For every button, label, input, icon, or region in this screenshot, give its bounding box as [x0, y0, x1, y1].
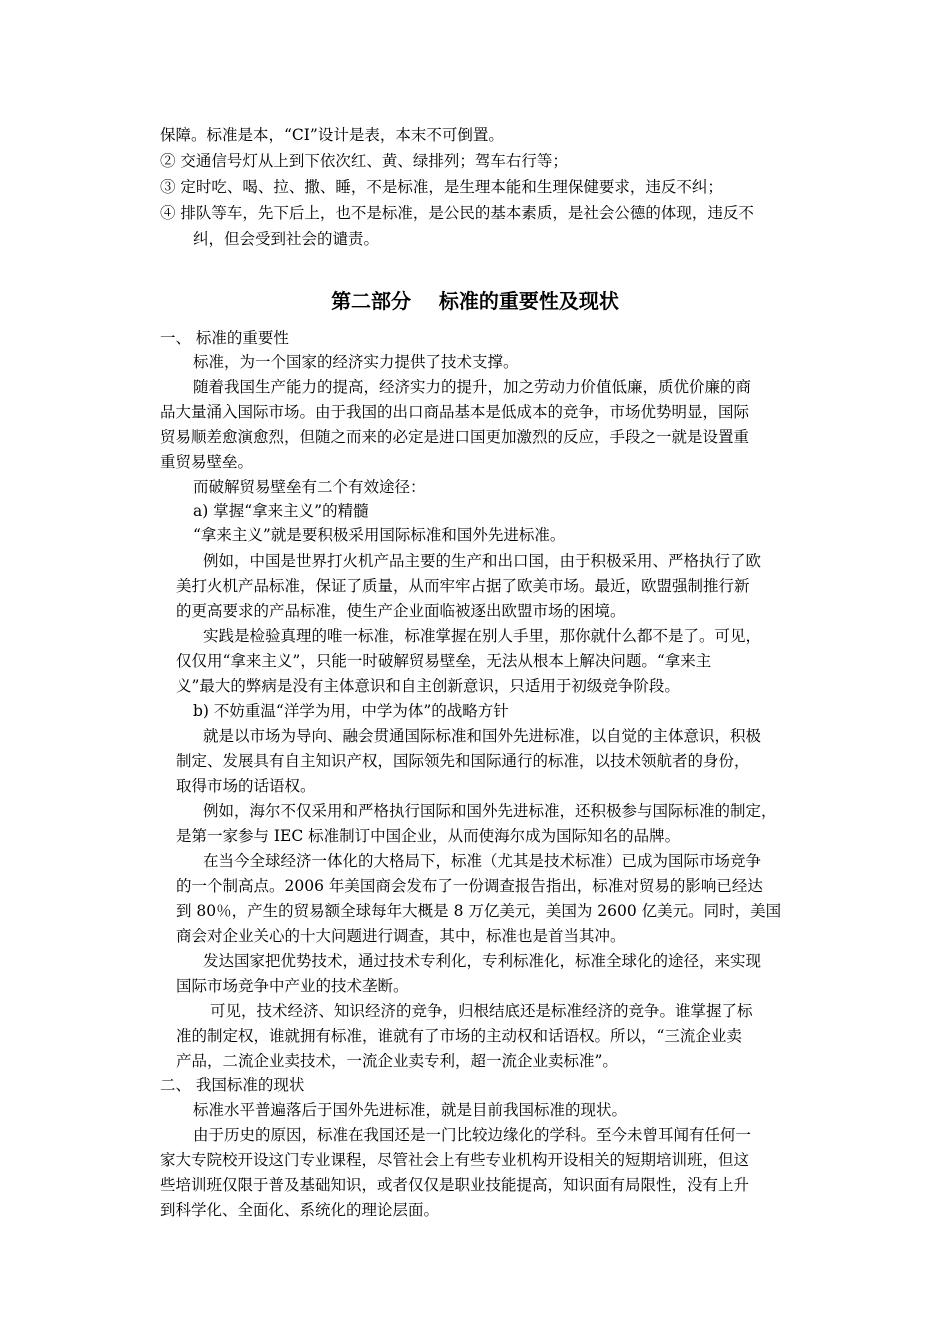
list-item: b) 不妨重温“洋学为用，中学为体”的战略方针 — [193, 702, 509, 720]
text-line: 取得市场的话语权。 — [176, 777, 316, 795]
text-line: “拿来主义”就是要积极采用国际标准和国外先进标准。 — [193, 526, 566, 544]
text-line: 仅仅用“拿来主义”，只能一时破解贸易壁垒，无法从根本上解决问题。“拿来主 — [176, 652, 712, 670]
section-heading: 一、 标准的重要性 — [160, 329, 289, 347]
text-line: 就是以市场为导向、融会贯通国际标准和国外先进标准，以自觉的主体意识，积极 — [203, 727, 762, 745]
list-item: ② 交通信号灯从上到下依次红、黄、绿排列；驾车右行等； — [160, 152, 568, 170]
text-line: 到 80％，产生的贸易额全球每年大概是 8 万亿美元，美国为 2600 亿美元。同时，美国 — [176, 902, 782, 920]
text-line: 实践是检验真理的唯一标准，标准掌握在别人手里，那你就什么都不是了。可见， — [203, 627, 762, 645]
list-item: a) 掌握“拿来主义”的精髓 — [193, 502, 369, 520]
text-line: 的更高要求的产品标准，使生产企业面临被逐出欧盟市场的困境。 — [176, 602, 626, 620]
text-line: 保障。标准是本，“CI”设计是表，本末不可倒置。 — [160, 126, 504, 144]
section-title: 第二部分 标准的重要性及现状 — [331, 289, 619, 313]
text-line: 家大专院校开设这门专业课程，尽管社会上有些专业机构开设相关的短期培训班，但这 — [160, 1151, 750, 1169]
list-item: ④ 排队等车，先下后上，也不是标准，是公民的基本素质，是社会公德的体现，违反不 — [160, 204, 754, 222]
text-line: 品大量涌入国际市场。由于我国的出口商品基本是低成本的竞争，市场优势明显，国际 — [160, 403, 750, 421]
text-line: 准的制定权，谁就拥有标准，谁就有了市场的主动权和话语权。所以，“三流企业卖 — [176, 1027, 742, 1045]
text-line: 而破解贸易壁垒有二个有效途径： — [193, 478, 426, 496]
text-line: 是第一家参与 IEC 标准制订中国企业，从而使海尔成为国际知名的品牌。 — [176, 827, 681, 845]
text-line: 由于历史的原因，标准在我国还是一门比较边缘化的学科。至今未曾耳闻有任何一 — [193, 1126, 752, 1144]
text-line: 纠，但会受到社会的谴责。 — [193, 230, 380, 248]
text-line: 制定、发展具有自主知识产权，国际领先和国际通行的标准，以技术领航者的身份， — [176, 752, 750, 770]
text-line: 贸易顺差愈演愈烈，但随之而来的必定是进口国更加激烈的反应，手段之一就是设置重 — [160, 428, 750, 446]
text-line: 标准水平普遍落后于国外先进标准，就是目前我国标准的现状。 — [193, 1101, 628, 1119]
text-line: 随着我国生产能力的提高，经济实力的提升，加之劳动力价值低廉，质优价廉的商 — [193, 378, 752, 396]
list-item: ③ 定时吃、喝、拉、撒、睡，不是标准，是生理本能和生理保健要求，违反不纠； — [160, 178, 723, 196]
text-line: 标准，为一个国家的经济实力提供了技术支撑。 — [193, 353, 519, 371]
text-line: 产品，二流企业卖技术，一流企业卖专利，超一流企业卖标准”。 — [176, 1052, 618, 1070]
text-line: 在当今全球经济一体化的大格局下，标准（尤其是技术标准）已成为国际市场竞争 — [203, 852, 762, 870]
text-line: 的一个制高点。2006 年美国商会发布了一份调查报告指出，标准对贸易的影响已经达 — [176, 877, 763, 895]
text-line: 重贸易壁垒。 — [160, 453, 254, 471]
text-line: 发达国家把优势技术，通过技术专利化，专利标准化，标准全球化的途径，来实现 — [203, 952, 762, 970]
text-line: 例如，海尔不仅采用和严格执行国际和国外先进标准，还积极参与国际标准的制定， — [203, 802, 777, 820]
text-line: 国际市场竞争中产业的技术垄断。 — [176, 977, 409, 995]
text-line: 义”最大的弊病是没有主体意识和自主创新意识，只适用于初级竞争阶段。 — [176, 677, 680, 695]
text-line: 可见，技术经济、知识经济的竞争，归根结底还是标准经济的竞争。谁掌握了标 — [210, 1002, 753, 1020]
text-line: 商会对企业关心的十大问题进行调查，其中，标准也是首当其冲。 — [176, 927, 626, 945]
text-line: 到科学化、全面化、系统化的理论层面。 — [160, 1201, 440, 1219]
section-heading: 二、 我国标准的现状 — [160, 1076, 305, 1094]
text-line: 例如，中国是世界打火机产品主要的生产和出口国，由于积极采用、严格执行了欧 — [203, 552, 762, 570]
text-line: 些培训班仅限于普及基础知识，或者仅仅是职业技能提高，知识面有局限性，没有上升 — [160, 1176, 750, 1194]
text-line: 美打火机产品标准，保证了质量，从而牢牢占据了欧美市场。最近，欧盟强制推行新 — [176, 577, 750, 595]
